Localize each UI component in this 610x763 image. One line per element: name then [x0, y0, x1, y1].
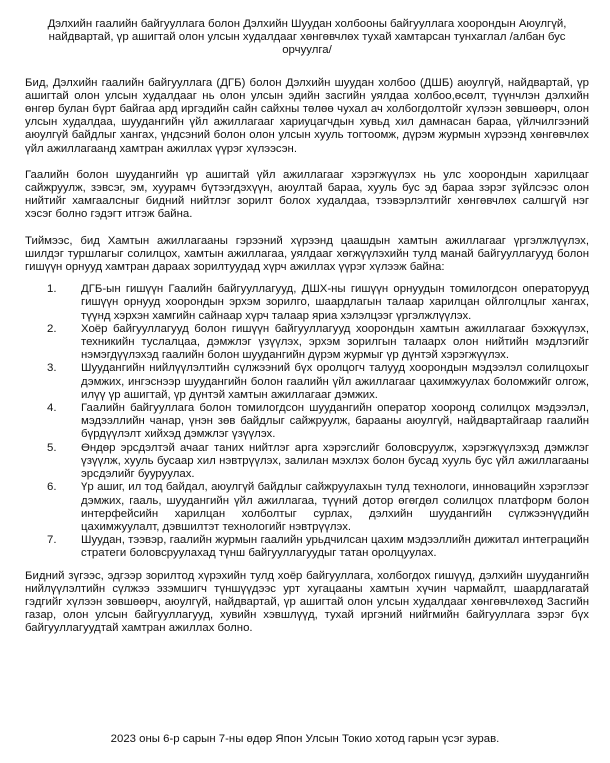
list-item-text: Шуудангийн нийлүүлэлтийн сүлжээний бүх оролцогч талууд хоорондын мэдээлэл солилцохыг дэмжих, ингэснээр шуудангийн болон гаалийн үйл ажиллагааг цахимжуулах боломжийг олгож, илүү үр ашигтай, үр дүнтэй хамтын ажиллагааг дэмжих. [81, 362, 589, 401]
closing-paragraph: Бидний зүгээс, эдгээр зорилтод хүрэхийн тулд хоёр байгууллага, холбогдох гишүүд, дэлхийн шуудангийн нийлүүлэлтийн сүлжээ эзэмшигч түншүүдээс урт хугацааны хамтын хүчин чармайлт, шаардлагатай гэдгийг хүлээн зөвшөөрч, аюулгүй, найдвартай, үр ашигтай олон улсын худалдааг хөнгөвчлөхөд Засгийн газар, олон улсын байгууллагууд, хувийн хэвшлүүд, тухай иргэний нийгмийн байгууллага зэрэг бүх байгууллагуудтай хамтран ажиллах болно. [25, 569, 589, 635]
list-item [25, 481, 589, 534]
list-item-text: Шуудан, тээвэр, гаалийн журмын гаалийн урьдчилсан цахим мэдээллийн дижитал интеграцийн стратеги боловсруулахад түнш байгууллагуудыг татан оролцуулах. [81, 534, 589, 560]
list-item-text: ДГБ-ын гишүүн Гаалийн байгууллагууд, ДШХ-ны гишүүн орнуудын томилогдсон операторууд гишүүн орнууд хоорондын эрхэм зорилго, шаардлагын талаар харилцан ойлголцлыг хангах, түүнд хэрхэн хамгийн сайнаар хүрч талаар яриа хэлэлцээг үргэлжлүүлэх. [81, 283, 589, 322]
list-item-number: 3. [47, 362, 57, 375]
list-item-text: Гаалийн байгууллага болон томилогдсон шуудангийн оператор хооронд солилцох мэдээлэл, мэдээллийн чанар, үнэн зөв байдлыг сайжруулж, барааны аюулгүй, найдвартайгаар гаалийн бүрдүүлэлт хийхэд дэмжлэг үзүүлэх. [81, 402, 589, 441]
list-item-text: Өндөр эрсдэлтэй ачааг таних нийтлэг арга хэрэгслийг боловсруулж, хэрэгжүүлэхэд дэмжлэг үзүүлж, хууль бусаар хил нэвтрүүлэх, залилан мэхлэх болон бусад хууль бус үйл ажиллагааны эрсдэлийг бууруулах. [81, 441, 589, 481]
list-intro: Тиймээс, бид Хамтын ажиллагааны гэрээний хүрээнд цаашдын хамтын ажиллагааг үргэлжлүүлэх, шилдэг туршлагыг солилцох, хамтын ажиллагаа, уялдааг хөгжүүлэхийн тулд манай байгууллагууд болон гишүүн орнууд хамтран дараах зорилтуудад хүрч ажиллах үүрэг хүлээж байна: [25, 234, 589, 274]
list-item [25, 362, 589, 402]
list-item [25, 283, 589, 323]
list-item-number: 2. [47, 322, 57, 335]
list-item-number: 5. [47, 441, 57, 454]
list-item-text: Хоёр байгууллагууд болон гишүүн байгууллагууд хоорондын хамтын ажиллагааг бэхжүүлэх, техникийн туслалцаа, дэмжлэг үзүүлэх, эрхэм зорилгын талаарх олон нийтийн мэдлэгийг нэмэгдүүлэхэд гаалийн болон шуудангийн дүрэм журмыг үр дүнтэй хэрэгжүүлэх. [81, 322, 589, 362]
document-title: Дэлхийн гаалийн байгууллага болон Дэлхийн Шуудан холбооны байгууллага хоорондын Аюулгүй, найдвартай, үр ашигтай олон улсын худалдааг хөнгөвчлөх тухай хамтарсан тунхаглал /албан бус орчуулга/ [47, 18, 567, 57]
list-item [25, 442, 589, 482]
list-item [25, 323, 589, 363]
list-item-number: 7. [47, 534, 57, 547]
list-item [25, 534, 589, 560]
paragraph-1: Бид, Дэлхийн гаалийн байгууллага (ДГБ) болон Дэлхийн шуудан холбоо (ДШБ) аюулгүй, найдвартай, үр ашигтай олон улсын худалдааг нь олон улсын эдийн засгийн уялдаа холбоо,өсөлт, түүнчлэн дэлхийн өнгөр булан бүрт байгаа ард иргэдийн сайн сайхны төлөө чухал ач холбогдолтойг хүлээн зөвшөөрч, олон улсын худалдаа, шуудангийн үйл ажиллагааг хариуцагчдын хувьд хил дамнасан бараа, үйлчилгээний аюулгүй байдлыг хангах, үндсэний болон олон улсын хууль тогтоомж, дүрэм журмын хүрээнд хөнгөвчлөх үйл ажиллагаанд хамтран ажиллах үүрэг хүлээсэн. [25, 76, 589, 155]
list-item-number: 1. [47, 283, 57, 296]
signing-date-line: 2023 оны 6-р сарын 7-ны өдөр Япон Улсын Токио хотод гарын үсэг зурав. [110, 733, 500, 745]
list-item-text: Үр ашиг, ил тод байдал, аюулгүй байдлыг сайжруулахын тулд технологи, инновацийн хэрэглээг дэмжих, гааль, шуудангийн үйл ажиллагаа, түүний дотор өгөгдөл солилцох платформ болон интерфейсийн харилцан холболтыг сурлах, дэлхийн шуудангийн сүлжээнүүдийн цахимжуулалт, дэвшилтэт технологийг нэвтрүүлэх. [81, 481, 589, 533]
list-item-number: 6. [47, 481, 57, 494]
paragraph-2: Гаалийн болон шуудангийн үр ашигтай үйл ажиллагааг хэрэгжүүлэх нь улс хоорондын харилцааг сайжруулж, зэвсэг, эм, хуурамч бүтээгдэхүүн, аюултай бараа, хууль бус эд бараа зэрэг зүйлсээс олон нийтийг хамгаалсныг бидний нийтлэг зорилт болох худалдаа, тээвэрлэлтийг хөнгөвчлөх салшгүй нэг хэсэг болно гэдэгт итгэж байна. [25, 168, 589, 221]
objectives-list [25, 283, 589, 560]
list-item-number: 4. [47, 402, 57, 415]
list-item [25, 402, 589, 442]
